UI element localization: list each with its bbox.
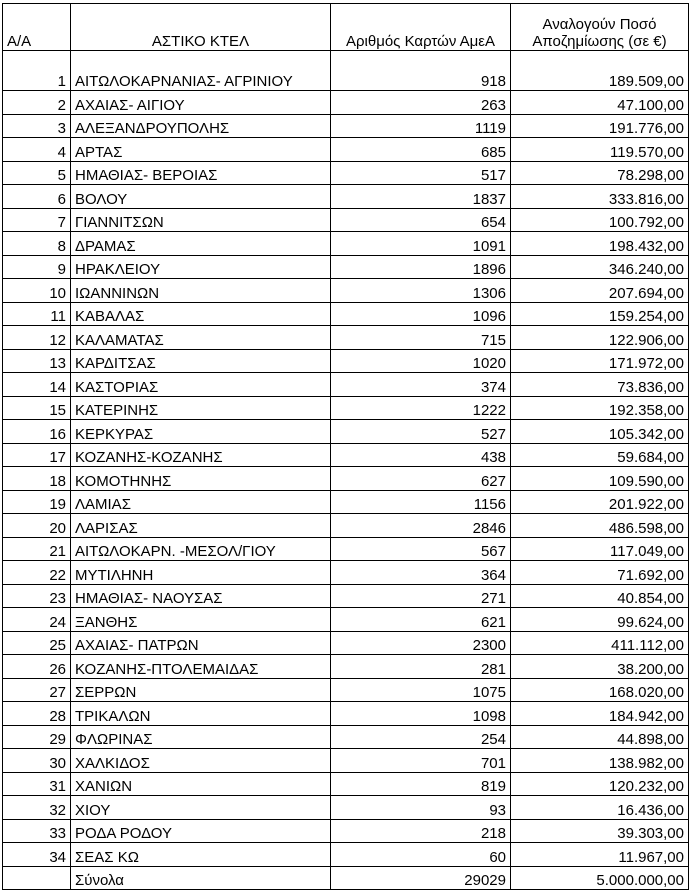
header-aa: Α/Α	[3, 4, 71, 51]
row-name: ΧΑΝΙΩΝ	[71, 772, 331, 796]
header-row	[3, 4, 689, 51]
table-row	[3, 443, 689, 467]
row-name: ΞΑΝΘΗΣ	[71, 608, 331, 632]
table-row	[3, 796, 689, 820]
row-number: 33	[3, 819, 71, 843]
row-amount: 201.922,00	[511, 490, 689, 514]
row-number: 11	[3, 302, 71, 326]
row-number: 13	[3, 349, 71, 373]
row-amount: 16.436,00	[511, 796, 689, 820]
row-amount: 40.854,00	[511, 584, 689, 608]
row-name: ΚΑΡΔΙΤΣΑΣ	[71, 349, 331, 373]
table-row	[3, 349, 689, 373]
row-cards: 517	[331, 161, 511, 185]
row-name: ΙΩΑΝΝΙΝΩΝ	[71, 279, 331, 303]
row-name: ΚΑΣΤΟΡΙΑΣ	[71, 373, 331, 397]
row-cards: 1096	[331, 302, 511, 326]
row-amount: 117.049,00	[511, 537, 689, 561]
row-amount: 39.303,00	[511, 819, 689, 843]
table-row	[3, 584, 689, 608]
row-name: ΚΟΖΑΝΗΣ-ΚΟΖΑΝΗΣ	[71, 443, 331, 467]
row-name: ΑΙΤΩΛΟΚΑΡΝ. -ΜΕΣΟΛ/ΓΙΟΥ	[71, 537, 331, 561]
row-number: 6	[3, 185, 71, 209]
table-row	[3, 161, 689, 185]
row-amount: 71.692,00	[511, 561, 689, 585]
row-cards: 438	[331, 443, 511, 467]
row-number: 27	[3, 678, 71, 702]
row-number: 4	[3, 138, 71, 162]
table-row	[3, 561, 689, 585]
row-cards: 1020	[331, 349, 511, 373]
row-cards: 1837	[331, 185, 511, 209]
row-name: ΔΡΑΜΑΣ	[71, 232, 331, 256]
row-amount: 198.432,00	[511, 232, 689, 256]
row-amount: 120.232,00	[511, 772, 689, 796]
row-amount: 138.982,00	[511, 749, 689, 773]
row-name: ΑΧΑΙΑΣ- ΠΑΤΡΩΝ	[71, 631, 331, 655]
row-number: 34	[3, 843, 71, 867]
row-cards: 374	[331, 373, 511, 397]
row-number: 9	[3, 255, 71, 279]
row-number: 30	[3, 749, 71, 773]
row-name: ΑΙΤΩΛΟΚΑΡΝΑΝΙΑΣ- ΑΓΡΙΝΙΟΥ	[71, 51, 331, 91]
row-name: ΚΑΤΕΡΙΝΗΣ	[71, 396, 331, 420]
row-cards: 701	[331, 749, 511, 773]
row-number: 3	[3, 114, 71, 138]
row-cards: 93	[331, 796, 511, 820]
table-row	[3, 185, 689, 209]
row-cards: 263	[331, 91, 511, 115]
row-amount: 47.100,00	[511, 91, 689, 115]
row-cards: 567	[331, 537, 511, 561]
row-number: 25	[3, 631, 71, 655]
table-row	[3, 702, 689, 726]
row-cards: 1075	[331, 678, 511, 702]
table-row	[3, 819, 689, 843]
row-cards: 281	[331, 655, 511, 679]
table-row	[3, 326, 689, 350]
row-name: ΚΟΜΟΤΗΝΗΣ	[71, 467, 331, 491]
row-cards: 254	[331, 725, 511, 749]
table-row	[3, 232, 689, 256]
table-row	[3, 51, 689, 91]
row-amount: 100.792,00	[511, 208, 689, 232]
row-cards: 621	[331, 608, 511, 632]
table-row	[3, 279, 689, 303]
table-row	[3, 467, 689, 491]
row-name: ΤΡΙΚΑΛΩΝ	[71, 702, 331, 726]
row-number: 22	[3, 561, 71, 585]
row-amount: 109.590,00	[511, 467, 689, 491]
table-row	[3, 631, 689, 655]
row-name: ΑΛΕΞΑΝΔΡΟΥΠΟΛΗΣ	[71, 114, 331, 138]
table-row	[3, 537, 689, 561]
row-number: 31	[3, 772, 71, 796]
row-amount: 159.254,00	[511, 302, 689, 326]
row-cards: 627	[331, 467, 511, 491]
row-cards: 1098	[331, 702, 511, 726]
row-cards: 2846	[331, 514, 511, 538]
row-cards: 1896	[331, 255, 511, 279]
row-amount: 73.836,00	[511, 373, 689, 397]
row-name: ΚΑΒΑΛΑΣ	[71, 302, 331, 326]
table-row	[3, 608, 689, 632]
row-cards: 654	[331, 208, 511, 232]
row-number: 26	[3, 655, 71, 679]
row-number: 23	[3, 584, 71, 608]
row-number: 14	[3, 373, 71, 397]
row-name: ΦΛΩΡΙΝΑΣ	[71, 725, 331, 749]
row-amount: 38.200,00	[511, 655, 689, 679]
row-name: ΗΜΑΘΙΑΣ- ΝΑΟΥΣΑΣ	[71, 584, 331, 608]
row-number: 19	[3, 490, 71, 514]
table-row	[3, 514, 689, 538]
row-name: ΚΕΡΚΥΡΑΣ	[71, 420, 331, 444]
row-amount: 44.898,00	[511, 725, 689, 749]
row-amount: 99.624,00	[511, 608, 689, 632]
row-number: 10	[3, 279, 71, 303]
row-cards: 819	[331, 772, 511, 796]
table-row	[3, 749, 689, 773]
table-row	[3, 114, 689, 138]
row-amount: 168.020,00	[511, 678, 689, 702]
row-number: 2	[3, 91, 71, 115]
row-cards: 2300	[331, 631, 511, 655]
row-amount: 105.342,00	[511, 420, 689, 444]
row-amount: 189.509,00	[511, 51, 689, 91]
row-cards: 218	[331, 819, 511, 843]
table-row	[3, 396, 689, 420]
row-cards: 364	[331, 561, 511, 585]
row-number: 18	[3, 467, 71, 491]
row-cards: 271	[331, 584, 511, 608]
table-row	[3, 678, 689, 702]
row-number: 24	[3, 608, 71, 632]
row-cards: 1222	[331, 396, 511, 420]
row-cards: 1119	[331, 114, 511, 138]
row-number: 15	[3, 396, 71, 420]
row-number: 17	[3, 443, 71, 467]
row-number: 5	[3, 161, 71, 185]
row-name: ΧΙΟΥ	[71, 796, 331, 820]
row-amount: 207.694,00	[511, 279, 689, 303]
compensation-table	[2, 3, 689, 890]
row-number: 32	[3, 796, 71, 820]
row-amount: 59.684,00	[511, 443, 689, 467]
row-number: 21	[3, 537, 71, 561]
row-cards: 685	[331, 138, 511, 162]
row-amount: 184.942,00	[511, 702, 689, 726]
row-amount: 78.298,00	[511, 161, 689, 185]
row-number: 28	[3, 702, 71, 726]
row-cards: 1156	[331, 490, 511, 514]
row-cards: 918	[331, 51, 511, 91]
table-row	[3, 420, 689, 444]
row-amount: 486.598,00	[511, 514, 689, 538]
row-amount: 191.776,00	[511, 114, 689, 138]
table-row	[3, 91, 689, 115]
totals-name: Σύνολα	[71, 866, 331, 890]
table-row	[3, 138, 689, 162]
row-name: ΚΟΖΑΝΗΣ-ΠΤΟΛΕΜΑΙΔΑΣ	[71, 655, 331, 679]
row-number: 8	[3, 232, 71, 256]
row-name: ΚΑΛΑΜΑΤΑΣ	[71, 326, 331, 350]
table-row	[3, 255, 689, 279]
table-row	[3, 302, 689, 326]
row-amount: 119.570,00	[511, 138, 689, 162]
table-row	[3, 725, 689, 749]
row-name: ΗΜΑΘΙΑΣ- ΒΕΡΟΙΑΣ	[71, 161, 331, 185]
row-name: ΗΡΑΚΛΕΙΟΥ	[71, 255, 331, 279]
row-cards: 1091	[331, 232, 511, 256]
row-cards: 1306	[331, 279, 511, 303]
header-name: ΑΣΤΙΚΟ ΚΤΕΛ	[71, 4, 331, 51]
row-name: ΡΟΔΑ ΡΟΔΟΥ	[71, 819, 331, 843]
row-name: ΑΧΑΙΑΣ- ΑΙΓΙΟΥ	[71, 91, 331, 115]
row-amount: 171.972,00	[511, 349, 689, 373]
row-amount: 411.112,00	[511, 631, 689, 655]
row-number: 12	[3, 326, 71, 350]
row-amount: 192.358,00	[511, 396, 689, 420]
row-amount: 122.906,00	[511, 326, 689, 350]
row-number: 29	[3, 725, 71, 749]
row-name: ΓΙΑΝΝΙΤΣΩΝ	[71, 208, 331, 232]
row-name: ΒΟΛΟΥ	[71, 185, 331, 209]
row-number: 20	[3, 514, 71, 538]
row-cards: 60	[331, 843, 511, 867]
header-amount: Αναλογούν Ποσό Αποζημίωσης (σε €)	[511, 4, 689, 51]
row-name: ΑΡΤΑΣ	[71, 138, 331, 162]
table-row	[3, 373, 689, 397]
table-row	[3, 208, 689, 232]
table-row	[3, 772, 689, 796]
row-name: ΣΕΑΣ ΚΩ	[71, 843, 331, 867]
row-name: ΛΑΜΙΑΣ	[71, 490, 331, 514]
row-name: ΛΑΡΙΣΑΣ	[71, 514, 331, 538]
totals-cards: 29029	[331, 866, 511, 890]
totals-amount: 5.000.000,00	[511, 866, 689, 890]
header-cards: Αριθμός Καρτών ΑμεΑ	[331, 4, 511, 51]
row-number: 1	[3, 51, 71, 91]
row-name: ΣΕΡΡΩΝ	[71, 678, 331, 702]
row-amount: 333.816,00	[511, 185, 689, 209]
row-amount: 11.967,00	[511, 843, 689, 867]
row-cards: 715	[331, 326, 511, 350]
row-amount: 346.240,00	[511, 255, 689, 279]
table-row	[3, 490, 689, 514]
row-name: ΜΥΤΙΛΗΝΗ	[71, 561, 331, 585]
table-row	[3, 843, 689, 867]
row-cards: 527	[331, 420, 511, 444]
table-row	[3, 655, 689, 679]
row-number: 16	[3, 420, 71, 444]
row-number: 7	[3, 208, 71, 232]
row-name: ΧΑΛΚΙΔΟΣ	[71, 749, 331, 773]
